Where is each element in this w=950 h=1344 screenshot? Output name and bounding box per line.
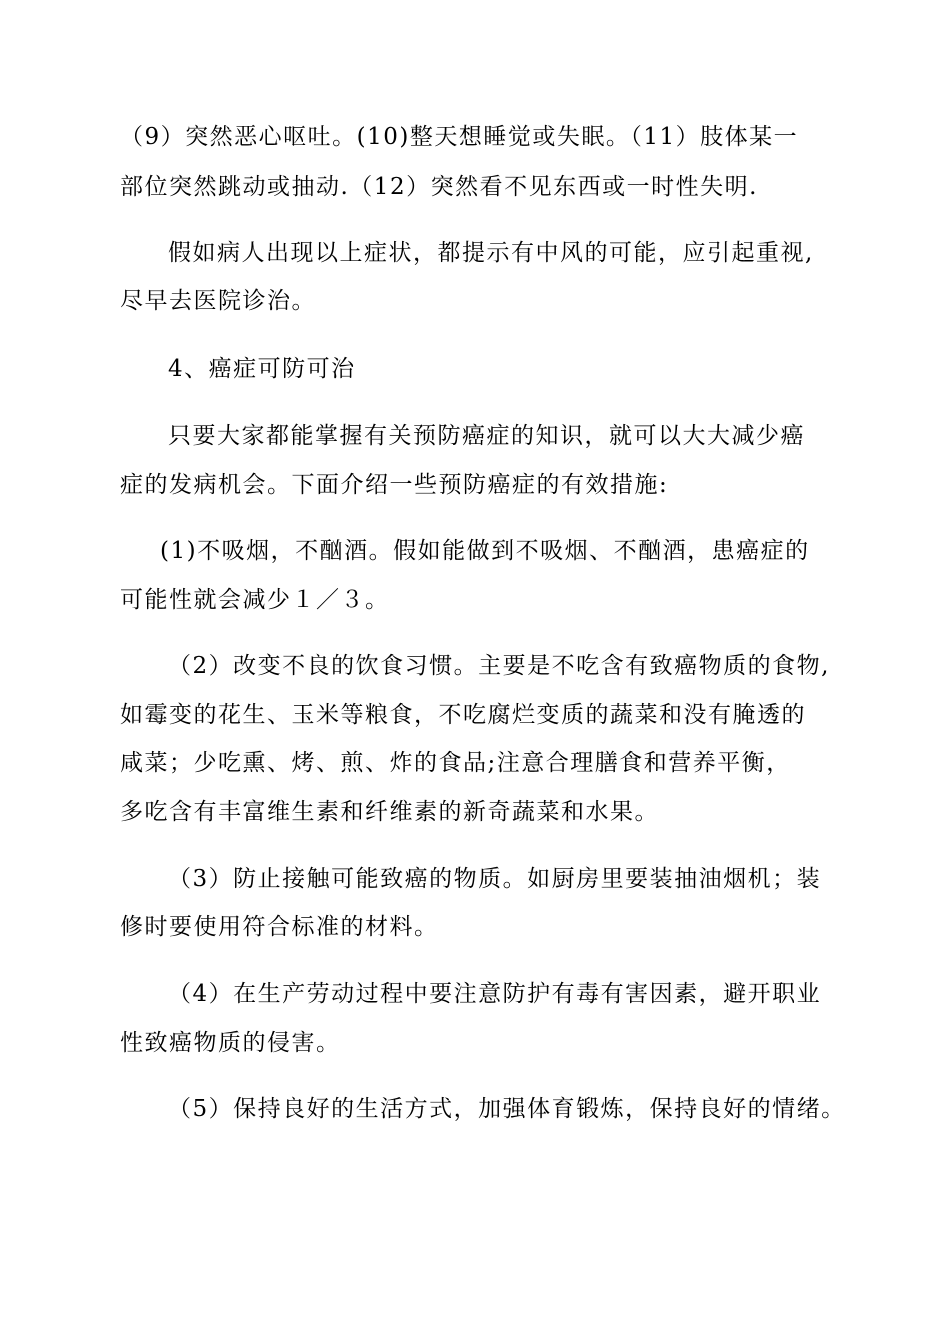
text-line-3: 假如病人出现以上症状，都提示有中风的可能，应引起重视, — [168, 240, 814, 266]
text-line-1: （9）突然恶心呕吐。(10)整天想睡觉或失眠。（11）肢体某一 — [120, 124, 799, 150]
text-line-14: （3）防止接触可能致癌的物质。如厨房里要装抽油烟机；装 — [168, 866, 822, 892]
text-line-12: 咸菜；少吃熏、烤、煎、炸的食品;注意合理膳食和营养平衡， — [120, 750, 791, 776]
text-line-18: （5）保持良好的生活方式，加强体育锻炼，保持良好的情绪。 — [168, 1096, 846, 1122]
text-line-17: 性致癌物质的侵害。 — [120, 1030, 341, 1056]
text-line-7: 症的发病机会。下面介绍一些预防癌症的有效措施: — [120, 472, 669, 498]
text-line-10: （2）改变不良的饮食习惯。主要是不吃含有致癌物质的食物, — [168, 653, 830, 679]
text-line-4: 尽早去医院诊治。 — [120, 288, 316, 314]
text-line-6: 只要大家都能掌握有关预防癌症的知识，就可以大大减少癌 — [168, 423, 805, 449]
text-line-16: （4）在生产劳动过程中要注意防护有毒有害因素，避开职业 — [168, 981, 822, 1007]
text-line-13: 多吃含有丰富维生素和纤维素的新奇蔬菜和水果。 — [120, 799, 659, 825]
text-line-2: 部位突然跳动或抽动.（12）突然看不见东西或一时性失明. — [120, 174, 758, 200]
text-line-9: 可能性就会减少１／３。 — [120, 587, 390, 613]
text-line-11: 如霉变的花生、玉米等粮食，不吃腐烂变质的蔬菜和没有腌透的 — [120, 702, 806, 728]
text-line-8: (1)不吸烟，不酗酒。假如能做到不吸烟、不酗酒，患癌症的 — [160, 538, 810, 564]
text-line-15: 修时要使用符合标准的材料。 — [120, 914, 439, 940]
section-heading: 4、癌症可防可治 — [168, 356, 356, 382]
